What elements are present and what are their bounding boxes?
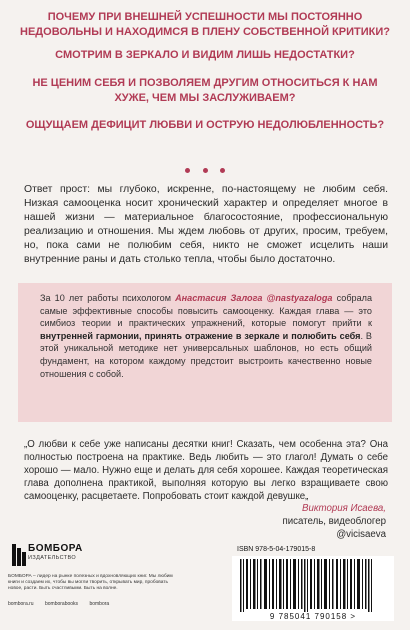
question-2: СМОТРИМ В ЗЕРКАЛО И ВИДИМ ЛИШЬ НЕДОСТАТКИ? xyxy=(55,49,355,61)
highlight-box-text xyxy=(40,292,372,380)
reviewer-role: писатель, видеоблогер xyxy=(282,516,386,527)
box-text-1: За 10 лет работы психологом xyxy=(40,293,171,303)
question-3: НЕ ЦЕНИМ СЕБЯ И ПОЗВОЛЯЕМ ДРУГИМ ОТНОСИТЬСЯ К НАМ ХУЖЕ, ЧЕМ МЫ ЗАСЛУЖИВАЕМ? xyxy=(32,77,378,104)
barcode-number: 9 785041 790158 > xyxy=(232,612,394,621)
reviewer-name: Виктория Исаева, xyxy=(302,503,386,514)
answer-paragraph: Ответ прост: мы глубоко, искренне, по-настоящему не любим себя. Низкая самооценка носит хронический характер и определяет многое в нашей жизни — материальное благосостояние, профессиональную реализацию и отношения. Мы ждем любовь от других, просим, требуем, но, пока сами не полюбим себя, никто не сможет исцелить наши внутренние раны и дать столько тепла, чтобы было достаточно. xyxy=(24,184,388,265)
box-text-3: . В этой уникальной методике нет универсальных шаблонов, но есть общий фундамент, на котором каждому предстоит выстроить качественно новые отношения с собой. xyxy=(40,330,373,379)
publisher-subtitle: ИЗДАТЕЛЬСТВО xyxy=(28,555,77,561)
barcode-icon xyxy=(232,556,394,616)
review-quote: „О любви к себе уже написаны десятки книг! Сказать, чем особенна эта? Она полностью построена на практике. Ведь любить — это глагол! Думать о себе хорошо — мало. Нужно еще и делать для себя хорошее. Каждая теоретическая глава дополнена практикой, выполняя которую вы легко взращиваете свою самооценку, расцветаете. Попробовать стоит каждой девушке„ xyxy=(24,439,388,503)
decorative-dots xyxy=(0,160,410,178)
dot-icon xyxy=(203,168,208,173)
box-bold-text: внутренней гармонии, принять отражение в зеркале и полюбить себя xyxy=(40,330,361,341)
question-1: ПОЧЕМУ ПРИ ВНЕШНЕЙ УСПЕШНОСТИ МЫ ПОСТОЯННО НЕДОВОЛЬНЫ И НАХОДИМСЯ В ПЛЕНУ СОБСТВЕННОЙ КРИТИКИ? xyxy=(20,11,390,38)
author-name: Анастасия Залога @nastyazaloga xyxy=(175,293,333,303)
publisher-description: БОМБОРА – лидер на рынке полезных и вдохновляющих книг. Мы любим книги и создаем их, чтобы вы могли творить, открывать мир, пробовать новое, расти. Быть счастливыми. Быть на волне. xyxy=(8,574,173,591)
publisher-name: БОМБОРА xyxy=(28,543,83,554)
social-site[interactable]: bombora.ru xyxy=(8,601,34,607)
social-telegram[interactable]: bombora xyxy=(89,601,110,607)
dot-icon xyxy=(185,168,190,173)
box-text-2: собрала самые эффективные способы повысить самооценку. Каждая глава — это симбиоз теории и практических упражнений, которые помогут прийти к xyxy=(40,293,373,329)
question-4: ОЩУЩАЕМ ДЕФИЦИТ ЛЮБВИ И ОСТРУЮ НЕДОЛЮБЛЕННОСТЬ? xyxy=(25,119,385,131)
social-vk[interactable]: bomborabooks xyxy=(44,601,79,607)
publisher-socials xyxy=(8,601,119,607)
reviewer-handle: @vicisaeva xyxy=(336,529,386,540)
dot-icon xyxy=(220,168,225,173)
isbn-label: ISBN 978-5-04-179015-8 xyxy=(237,546,316,553)
